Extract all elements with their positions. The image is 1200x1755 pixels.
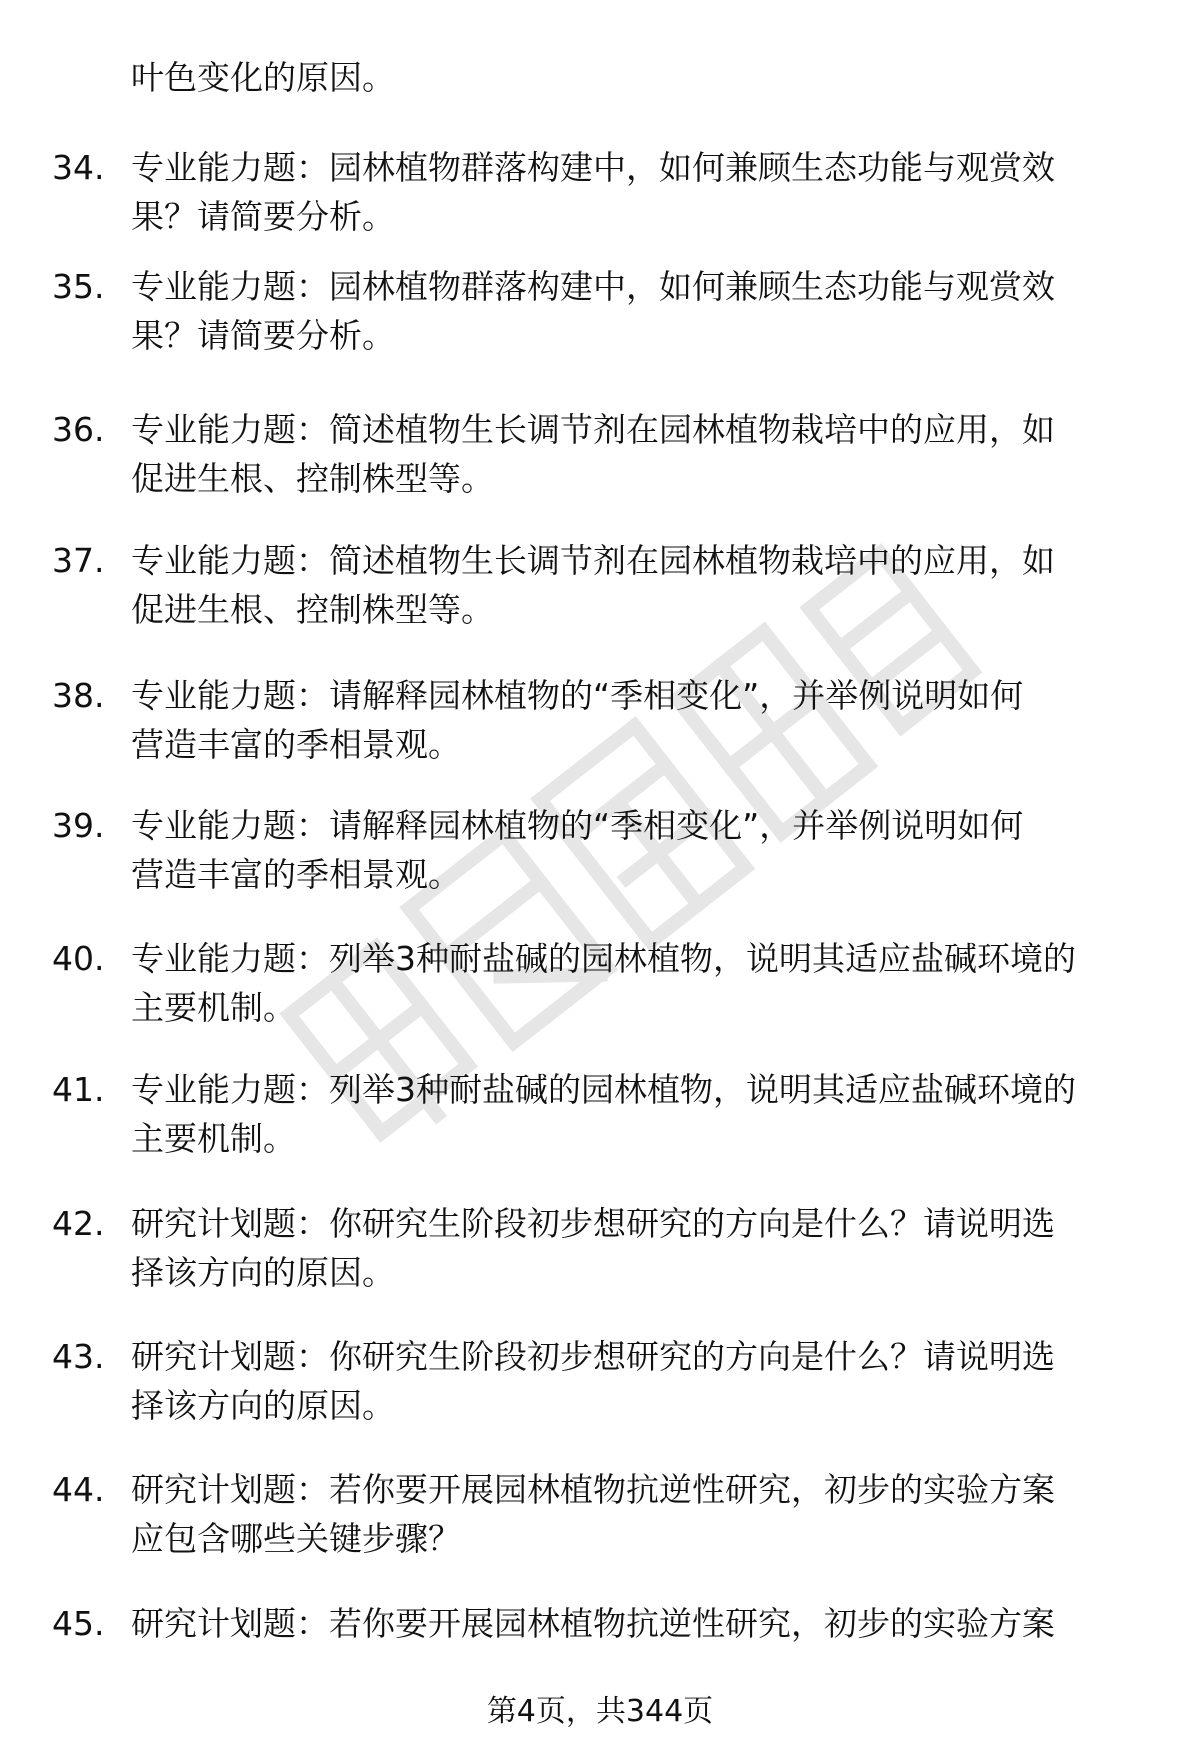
question-item	[0, 144, 1200, 244]
page-indicator: 第4页，共344页	[486, 1694, 714, 1729]
question-text-line: 择该方向的原因。	[131, 1253, 395, 1292]
question-number: 36.	[52, 410, 105, 449]
question-number: 37.	[52, 541, 105, 580]
question-text-line: 研究计划题：你研究生阶段初步想研究的方向是什么？请说明选	[131, 1204, 1055, 1243]
question-text-line: 专业能力题：请解释园林植物的“季相变化”，并举例说明如何	[131, 676, 1024, 715]
question-text-line: 促进生根、控制株型等。	[131, 590, 494, 629]
question-text-line: 研究计划题：若你要开展园林植物抗逆性研究，初步的实验方案	[131, 1604, 1055, 1643]
question-text-line: 择该方向的原因。	[131, 1386, 395, 1425]
question-item	[0, 537, 1200, 637]
question-item	[0, 406, 1200, 506]
question-item	[0, 802, 1200, 902]
question-number: 43.	[52, 1337, 105, 1376]
question-text-line: 营造丰富的季相景观。	[131, 855, 461, 894]
question-item	[0, 1066, 1200, 1166]
question-item	[0, 263, 1200, 363]
question-number: 44.	[52, 1470, 105, 1509]
question-item	[0, 935, 1200, 1035]
question-text-line: 专业能力题：园林植物群落构建中，如何兼顾生态功能与观赏效	[131, 267, 1055, 306]
question-number: 34.	[52, 148, 105, 187]
continuation-text: 叶色变化的原因。	[131, 58, 395, 97]
question-text-line: 主要机制。	[131, 1119, 296, 1158]
question-text-line: 研究计划题：若你要开展园林植物抗逆性研究，初步的实验方案	[131, 1470, 1055, 1509]
question-text-line: 专业能力题：简述植物生长调节剂在园林植物栽培中的应用，如	[131, 410, 1055, 449]
question-item	[0, 1600, 1200, 1700]
question-item	[0, 672, 1200, 772]
question-number: 40.	[52, 939, 105, 978]
question-number: 38.	[52, 676, 105, 715]
question-text-line: 专业能力题：列举3种耐盐碱的园林植物，说明其适应盐碱环境的	[131, 1070, 1076, 1109]
question-item	[0, 1466, 1200, 1566]
question-text-line: 促进生根、控制株型等。	[131, 459, 494, 498]
question-number: 42.	[52, 1204, 105, 1243]
question-item	[0, 1333, 1200, 1433]
question-text-line: 果？请简要分析。	[131, 197, 395, 236]
question-text-line: 营造丰富的季相景观。	[131, 725, 461, 764]
question-number: 41.	[52, 1070, 105, 1109]
question-text-line: 专业能力题：请解释园林植物的“季相变化”，并举例说明如何	[131, 806, 1024, 845]
question-text-line: 应包含哪些关键步骤？	[131, 1519, 461, 1558]
question-number: 35.	[52, 267, 105, 306]
question-text-line: 专业能力题：园林植物群落构建中，如何兼顾生态功能与观赏效	[131, 148, 1055, 187]
question-number: 39.	[52, 806, 105, 845]
question-text-line: 果？请简要分析。	[131, 316, 395, 355]
question-text-line: 专业能力题：列举3种耐盐碱的园林植物，说明其适应盐碱环境的	[131, 939, 1076, 978]
question-item	[0, 1200, 1200, 1300]
question-text-line: 专业能力题：简述植物生长调节剂在园林植物栽培中的应用，如	[131, 541, 1055, 580]
question-number: 45.	[52, 1604, 105, 1643]
question-text-line: 主要机制。	[131, 988, 296, 1027]
question-text-line: 研究计划题：你研究生阶段初步想研究的方向是什么？请说明选	[131, 1337, 1055, 1376]
